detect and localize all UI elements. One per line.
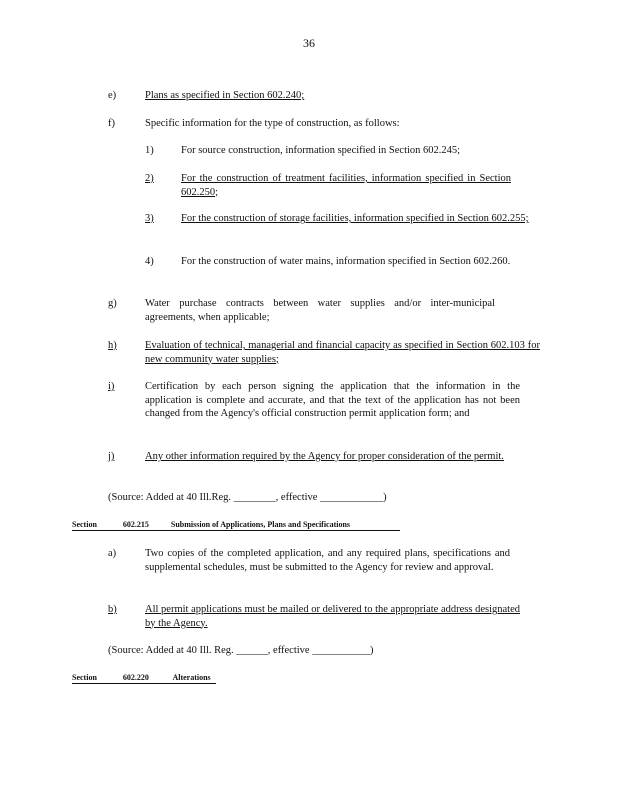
section-heading-602-220 [72, 673, 216, 684]
item-i-text: Certification by each person signing the application that the information in the application is complete and accurate, and that the text of the application has not been changed from the Agency's official construction permit application form; and [145, 381, 520, 419]
item-g-label: g) [108, 298, 117, 309]
item2-a-label: a) [108, 548, 117, 559]
item-f3-text: For the construction of storage facilities, information specified in Section 602.255; [181, 213, 529, 224]
item-j-text: Any other information required by the Agency for proper consideration of the permit. [145, 451, 504, 462]
item-f1-text: For source construction, information specified in Section 602.245; [181, 145, 461, 156]
item2-a-text: Two copies of the completed application, and any required plans, specifications and supplemental schedules, must be submitted to the Agency for review and approval. [145, 548, 510, 573]
item-e-text: Plans as specified in Section 602.240; [145, 90, 305, 101]
source-note-2: (Source: Added at 40 Ill. Reg. ______, effective ___________) [108, 645, 374, 656]
source-note-1: (Source: Added at 40 Ill.Reg. ________, effective ____________) [108, 492, 387, 503]
section-heading-602-215 [72, 520, 400, 531]
page-number: 36 [303, 36, 315, 50]
section-number: 602.215 [122, 520, 149, 529]
item2-b-label: b) [108, 604, 117, 615]
item-g-text: Water purchase contracts between water supplies and/or inter-municipal agreements, when applicable; [145, 298, 495, 323]
item-f-text: Specific information for the type of construction, as follows: [145, 118, 400, 129]
item2-b-text: All permit applications must be mailed or delivered to the appropriate address designated by the Agency. [145, 604, 520, 629]
item-f3-label: 3) [145, 213, 154, 224]
item-e-label: e) [108, 90, 117, 101]
item-f-label: f) [108, 118, 115, 129]
section-title: Submission of Applications, Plans and Specifications [170, 520, 351, 529]
item-f2-text: For the construction of treatment facilities, information specified in Section 602.250; [181, 173, 511, 198]
section-title: Alterations [172, 673, 211, 682]
item-h-label: h) [108, 340, 117, 351]
item-h-text: Evaluation of technical, managerial and financial capacity as specified in Section 602.103 for new community water supplies; [145, 340, 540, 365]
item-f4-label: 4) [145, 256, 154, 267]
item-i-label: i) [108, 381, 115, 392]
item-f4-text: For the construction of water mains, information specified in Section 602.260. [181, 256, 511, 267]
section-label: Section [72, 673, 97, 682]
item-f1-label: 1) [145, 145, 154, 156]
item-f2-label: 2) [145, 173, 154, 184]
section-label: Section [72, 520, 97, 529]
section-number: 602.220 [122, 673, 149, 682]
item-j-label: j) [108, 451, 115, 462]
